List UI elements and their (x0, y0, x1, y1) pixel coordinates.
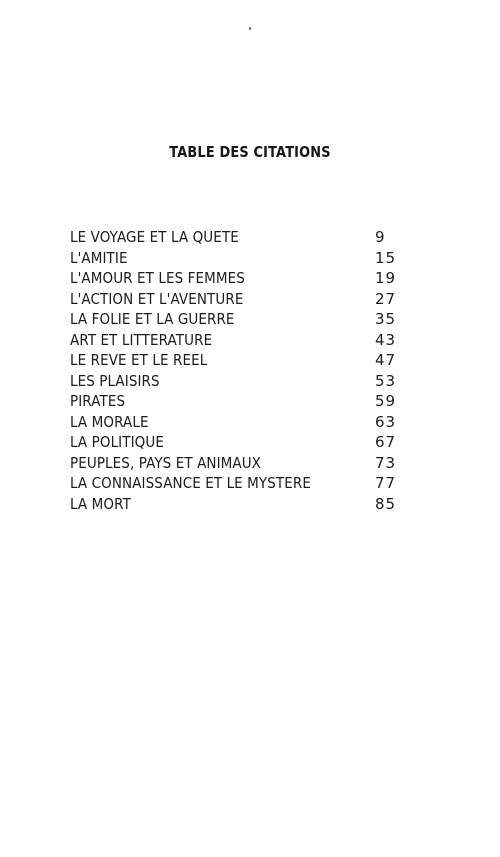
toc-entry (70, 432, 415, 453)
toc-entry-label: ART ET LITTERATURE (70, 330, 213, 349)
print-speck (249, 27, 251, 30)
toc-entry (70, 289, 415, 310)
toc-entry-label: LES PLAISIRS (70, 371, 160, 390)
toc-entry-page: 85 (375, 494, 397, 513)
toc-entry-label: LA MORALE (70, 412, 149, 431)
toc-entry-page: 63 (375, 412, 397, 431)
toc-entry-label: LA POLITIQUE (70, 433, 164, 451)
toc-entry-page: 9 (375, 228, 386, 246)
toc-entry-page: 59 (375, 392, 397, 410)
toc-entry-label: L'AMITIE (70, 248, 128, 267)
page-title: TABLE DES CITATIONS (169, 143, 331, 161)
toc-entry-page: 73 (375, 453, 397, 472)
toc-entry (70, 391, 415, 412)
toc-entry-page: 67 (375, 433, 397, 451)
toc-entry (70, 494, 415, 515)
toc-entry-page: 35 (375, 310, 397, 328)
toc-entry (70, 412, 415, 433)
toc-entry (70, 371, 415, 392)
toc-entry (70, 227, 415, 248)
toc-entry-page: 47 (375, 351, 397, 369)
toc-entry (70, 473, 415, 494)
toc-entry (70, 309, 415, 330)
toc-entry-label: L'AMOUR ET LES FEMMES (70, 269, 245, 287)
toc-entry (70, 268, 415, 289)
toc-entry-label: PEUPLES, PAYS ET ANIMAUX (70, 453, 262, 472)
toc-entry-page: 77 (375, 474, 397, 492)
toc-entry (70, 453, 415, 474)
toc-entry-page: 53 (375, 371, 397, 390)
toc-entry-page: 15 (375, 248, 397, 267)
toc-entry-label: L'ACTION ET L'AVENTURE (70, 289, 244, 308)
toc-entry-label: LA FOLIE ET LA GUERRE (70, 310, 235, 328)
toc-entry (70, 248, 415, 269)
table-of-contents (70, 227, 415, 514)
toc-entry-label: LE REVE ET LE REEL (70, 351, 208, 369)
toc-entry-page: 19 (375, 269, 397, 287)
toc-entry-page: 27 (375, 289, 397, 308)
toc-entry-label: LE VOYAGE ET LA QUETE (70, 228, 239, 246)
toc-entry-label: PIRATES (70, 392, 126, 410)
toc-entry-page: 43 (375, 330, 397, 349)
toc-entry-label: LA MORT (70, 494, 131, 513)
toc-entry (70, 330, 415, 351)
toc-entry (70, 350, 415, 371)
toc-entry-label: LA CONNAISSANCE ET LE MYSTERE (70, 474, 311, 492)
